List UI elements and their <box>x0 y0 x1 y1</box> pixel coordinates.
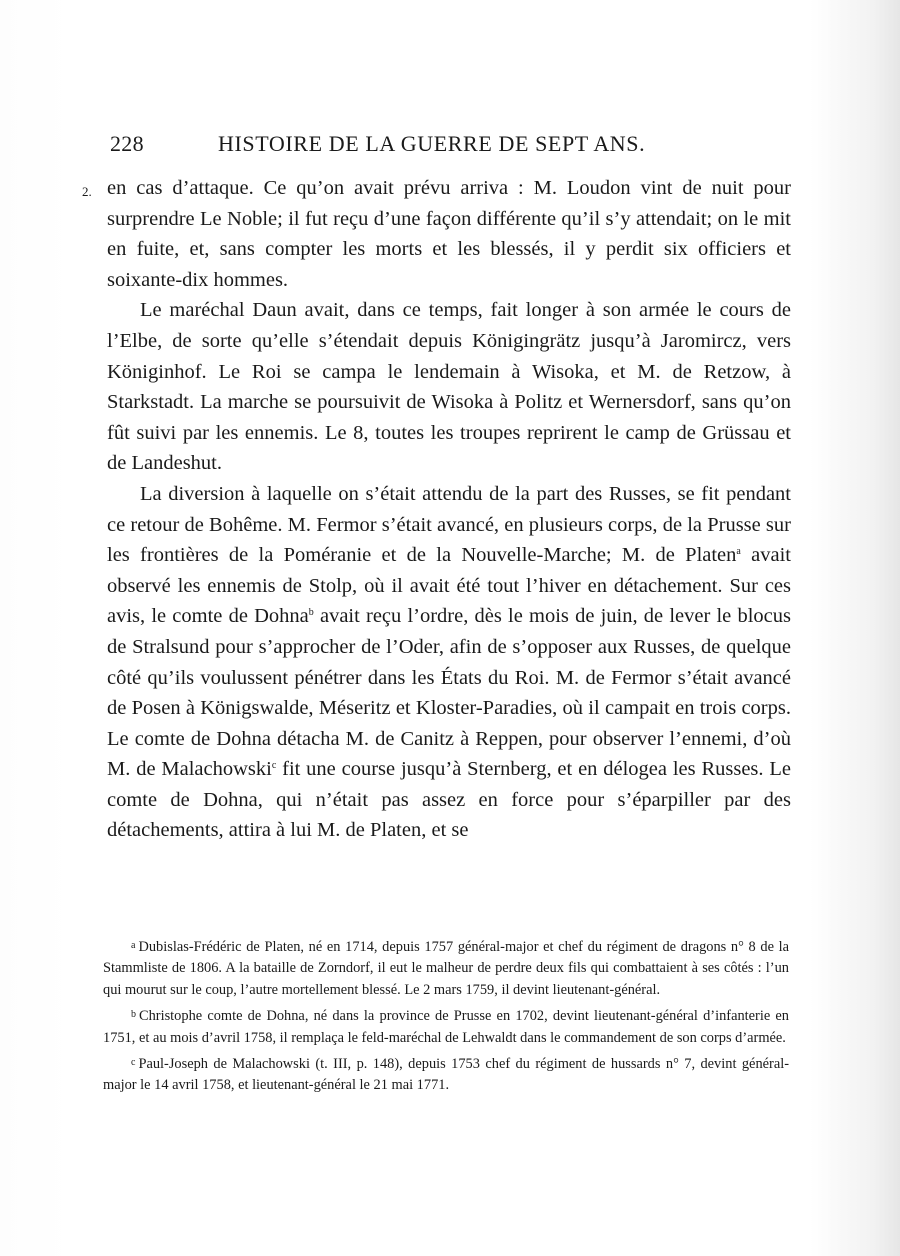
footnote-c <box>103 1052 789 1097</box>
paragraph-text: en cas d’attaque. Ce qu’on avait prévu arriva : M. Loudon vint de nuit pour surprendre Le Noble; il fut reçu d’une façon différente qu’il s’y attendait; on le mit en fuite, et, sans compter les morts et les blessés, il y perdit six officiers et soixante-dix hommes. <box>107 177 791 291</box>
footnote-reference: b <box>308 607 314 619</box>
paragraph-text: avait reçu l’ordre, dès le mois de juin, de lever le blocus de Stralsund pour s’approcher de l’Oder, afin de s’opposer aux Russes, de quelque côté qu’ils voulussent pénétrer dans les États du Roi. M. de Fermor s’était avancé de Posen à Königswalde, Méseritz et Kloster-Paradies, où il campait en trois corps. Le comte de Dohna détacha M. de Canitz à Reppen, pour observer l’ennemi, d’où M. de Malachowski <box>107 605 791 781</box>
paragraph-3 <box>107 479 791 846</box>
footnote-text: Paul-Joseph de Malachowski (t. III, p. 148), depuis 1753 chef du régiment de hussards n° 7, devint général-major le 14 avril 1758, et lieutenant-général le 21 mai 1771. <box>103 1056 789 1094</box>
footnote-reference: a <box>736 546 741 558</box>
footnote-b <box>103 1004 789 1049</box>
running-title: HISTOIRE DE LA GUERRE DE SEPT ANS. <box>218 131 646 156</box>
footnote-mark: a <box>131 940 136 951</box>
footnote-a <box>103 935 789 1001</box>
paragraph-1 <box>107 173 791 295</box>
page-number: 228 <box>110 131 144 156</box>
footnote-mark: c <box>131 1057 136 1069</box>
footnote-text: Dubislas-Frédéric de Platen, né en 1714, depuis 1757 général-major et chef du régiment de dragons n° 8 de la Stammliste de 1806. A la bataille de Zorndorf, il eut le malheur de perdre deux fils qui combattaient à ses côtés : l’un qui mourut sur le coup, l’autre mortellement blessé. Le 2 mars 1759, il devint lieutenant-général. <box>103 939 789 998</box>
margin-marker: 2. <box>82 184 92 199</box>
paragraph-2 <box>107 295 791 479</box>
paragraph-text: La diversion à laquelle on s’était attendu de la part des Russes, se fit pendant ce retour de Bohême. M. Fermor s’était avancé, en plusieurs corps, de la Prusse sur les frontières de la Poméranie et de la Nouvelle-Marche; M. de Platen <box>107 482 791 567</box>
footnote-text: Christophe comte de Dohna, né dans la province de Prusse en 1702, devint lieutenant-général d’infanterie en 1751, et au mois d’avril 1758, il remplaça le feld-maréchal de Lehwaldt dans le commandement de son corps d’armée. <box>103 1008 789 1046</box>
paragraph-text: avait observé les ennemis de Stolp, où il avait été tout l’hiver en détachement. Sur ces avis, le comte de Dohna <box>107 544 791 628</box>
footnote-reference: c <box>271 760 277 772</box>
footnote-mark: b <box>131 1009 136 1021</box>
paragraph-text: Le maréchal Daun avait, dans ce temps, fait longer à son armée le cours de l’Elbe, de sorte qu’elle s’étendait depuis Königingrätz jusqu’à Jaromircz, vers Königinhof. Le Roi se campa le lendemain à Wisoka, et M. de Retzow, à Starkstadt. La marche se poursuivit de Wisoka à Politz et Wernersdorf, sans qu’on fût suivi par les ennemis. Le 8, toutes les troupes reprirent le camp de Grüssau et de Landeshut. <box>107 299 791 475</box>
footnotes <box>103 935 789 1100</box>
body-text <box>107 173 791 846</box>
paragraph-text: fit une course jusqu’à Sternberg, et en délogea les Russes. Le comte de Dohna, qui n’était pas assez en force pour s’éparpiller par des détachements, attira à lui M. de Platen, et se <box>107 758 791 842</box>
